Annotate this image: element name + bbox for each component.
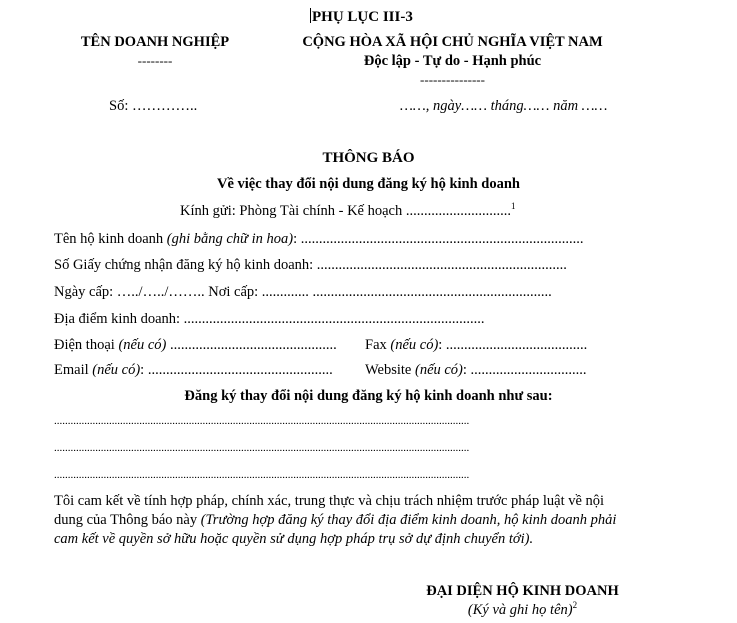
- blank-line: .......................................................................................................................................................: [54, 469, 470, 481]
- field-certificate-number: Số Giấy chứng nhận đăng ký hộ kinh doanh: .....................................................................: [54, 257, 567, 273]
- signer-title: ĐẠI DIỆN HỘ KINH DOANH: [426, 583, 619, 599]
- phone-label: Điện thoại: [54, 337, 119, 353]
- field-website: [365, 362, 587, 379]
- document-number: Số: …………..: [109, 98, 198, 114]
- field-issue-date-place: Ngày cấp: …../…../…….. Nơi cấp: ............. ..................................................................: [54, 284, 552, 300]
- notice-title: THÔNG BÁO: [322, 150, 415, 166]
- change-heading: Đăng ký thay đổi nội dung đăng ký hộ kinh doanh như sau:: [184, 388, 553, 404]
- commitment-line-3: cam kết về quyền sở hữu hoặc quyền sử dụng hợp pháp trụ sở dự định chuyển tới).: [54, 531, 534, 547]
- field-email: [54, 362, 333, 379]
- motto-divider: ---------------: [420, 72, 485, 87]
- appendix-title: [310, 8, 413, 26]
- business-name-label: Tên hộ kinh doanh: [54, 231, 167, 247]
- website-fill: : ................................: [462, 362, 587, 378]
- business-name-fill: : ..............................................................................: [293, 231, 584, 247]
- email-hint: (nếu có): [92, 362, 141, 378]
- phone-fill: ..............................................: [166, 337, 337, 353]
- company-divider: --------: [137, 53, 173, 68]
- fax-label: Fax: [365, 337, 391, 353]
- recipient-footnote: 1: [511, 201, 516, 212]
- commitment-note: (Trường hợp đăng ký thay đổi địa điểm kinh doanh, hộ kinh doanh phải: [200, 512, 617, 528]
- fax-hint: (nếu có): [390, 337, 439, 353]
- blank-line: .......................................................................................................................................................: [54, 415, 470, 427]
- field-business-location: Địa điểm kinh doanh: ...................................................................................: [54, 311, 485, 327]
- company-name-label: TÊN DOANH NGHIỆP: [80, 34, 230, 50]
- commitment-line-1: Tôi cam kết về tính hợp pháp, chính xác, trung thực và chịu trách nhiệm trước pháp luật về nội: [54, 493, 605, 509]
- field-business-name: [54, 231, 583, 248]
- document-date: ……, ngày…… tháng…… năm ……: [400, 98, 608, 114]
- recipient-text: Kính gửi: Phòng Tài chính - Kế hoạch .............................: [180, 203, 511, 219]
- fax-fill: : .......................................: [438, 337, 588, 353]
- motto: Độc lập - Tự do - Hạnh phúc: [363, 53, 542, 69]
- field-fax: [365, 337, 587, 354]
- blank-line: .......................................................................................................................................................: [54, 442, 470, 454]
- commitment-text: dung của Thông báo này: [54, 512, 201, 528]
- recipient-line: [180, 203, 516, 220]
- website-hint: (nếu có): [414, 362, 463, 378]
- commitment-line-2: [54, 512, 616, 529]
- phone-hint: (nếu có): [118, 337, 167, 353]
- signer-note: (Ký và ghi họ tên): [467, 602, 573, 618]
- text-cursor: [310, 8, 311, 23]
- signer-note-line: [400, 602, 645, 619]
- email-fill: : ...................................................: [140, 362, 333, 378]
- website-label: Website: [365, 362, 415, 378]
- signer-footnote: 2: [572, 600, 578, 611]
- email-label: Email: [54, 362, 93, 378]
- appendix-text: PHỤ LỤC III-3: [312, 9, 413, 25]
- notice-subtitle: Về việc thay đổi nội dung đăng ký hộ kinh doanh: [217, 176, 520, 192]
- nation-title: CỘNG HÒA XÃ HỘI CHỦ NGHĨA VIỆT NAM: [302, 34, 603, 50]
- field-phone: [54, 337, 337, 354]
- business-name-hint: (ghi bằng chữ in hoa): [166, 231, 294, 247]
